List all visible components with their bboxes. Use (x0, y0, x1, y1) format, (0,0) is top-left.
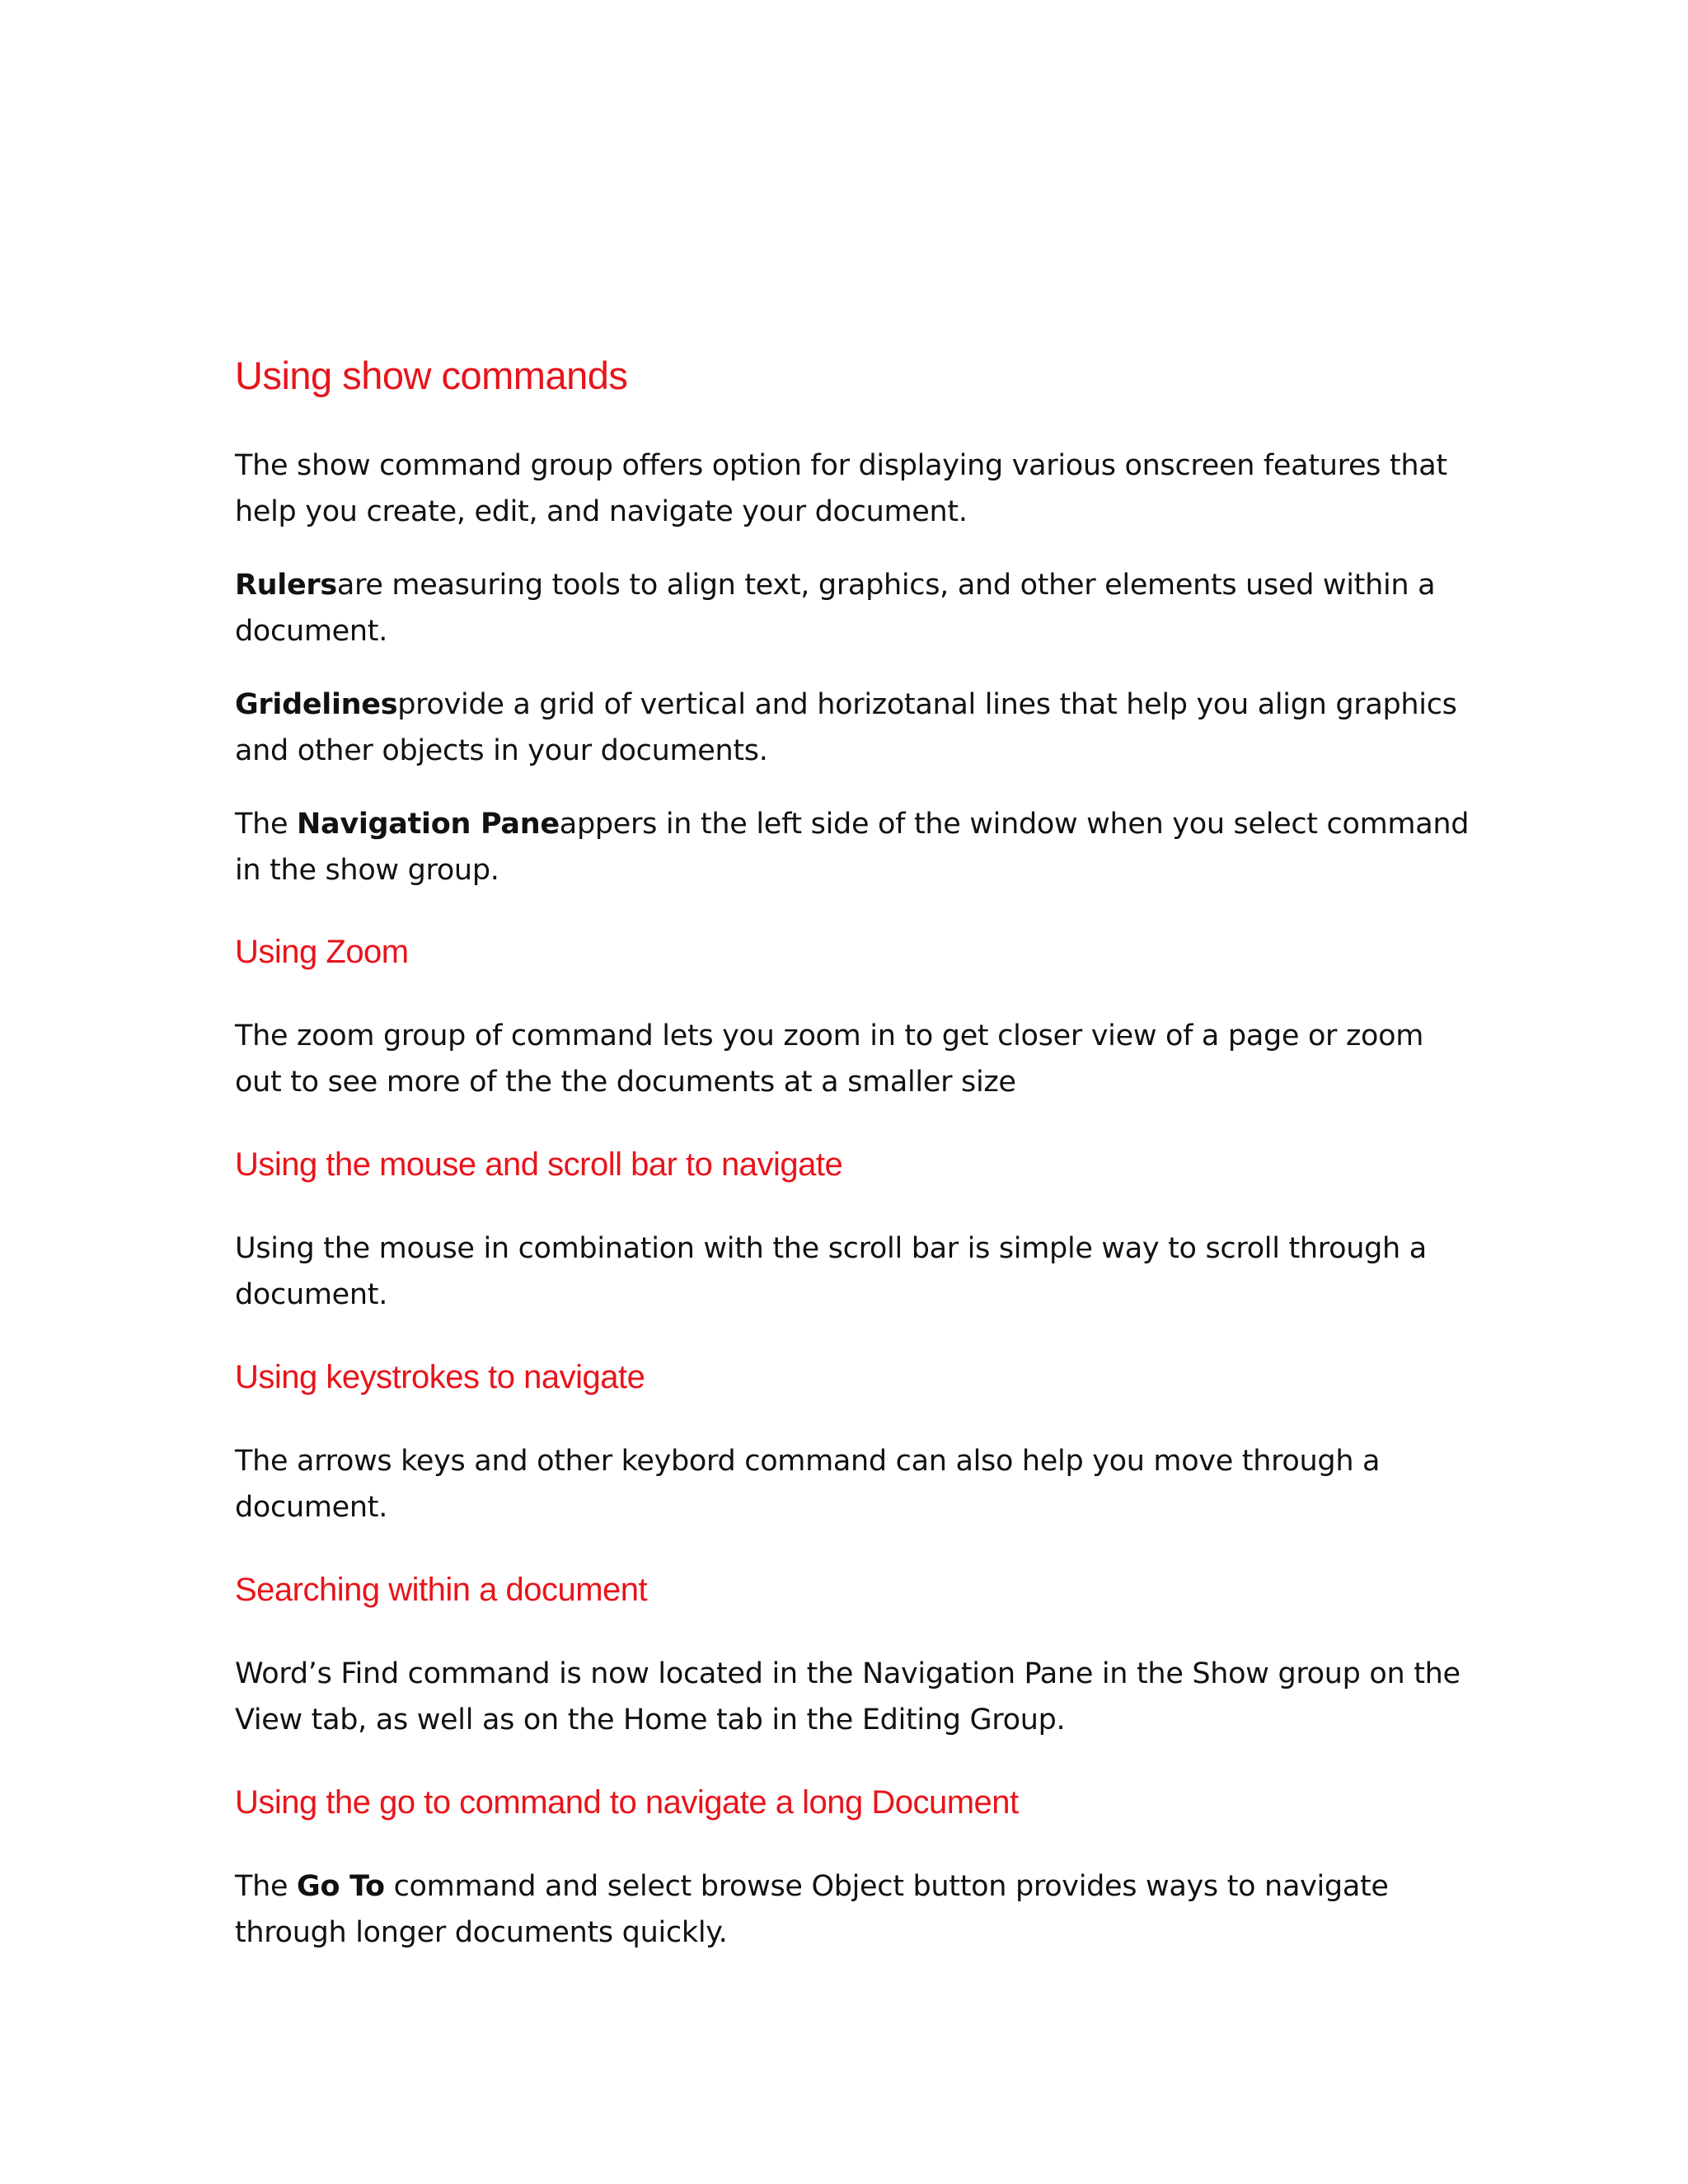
paragraph-navigation-pane (235, 801, 1471, 893)
text-goto: command and select browse Object button provides ways to navigate through longer documents quickly. (235, 1870, 1389, 1949)
paragraph-show-intro: The show command group offers option for displaying various onscreen features that help you create, edit, and navigate your document. (235, 449, 1447, 528)
heading-keystrokes: Using keystrokes to navigate (235, 1359, 645, 1395)
text-rulers: are measuring tools to align text, graphics, and other elements used within a document. (235, 569, 1436, 648)
term-go-to: Go To (297, 1870, 385, 1903)
heading-mouse: Using the mouse and scroll bar to navigate (235, 1146, 843, 1183)
heading-goto: Using the go to command to navigate a long Document (235, 1784, 1019, 1821)
term-rulers: Rulers (235, 569, 337, 602)
heading-show-commands: Using show commands (235, 354, 628, 397)
text-nav-prefix: The (235, 808, 298, 841)
text-gridlines: provide a grid of vertical and horizotanal lines that help you align graphics and other objects in your documents. (235, 688, 1457, 767)
paragraph-zoom: The zoom group of command lets you zoom in to get closer view of a page or zoom out to see more of the the documents at a smaller size (235, 1019, 1424, 1099)
paragraph-goto (235, 1863, 1471, 1956)
paragraph-gridlines (235, 682, 1471, 774)
paragraph-searching: Word’s Find command is now located in the Navigation Pane in the Show group on the View tab, as well as on the Home tab in the Editing Group. (235, 1657, 1461, 1736)
heading-zoom: Using Zoom (235, 934, 409, 970)
text-goto-prefix: The (235, 1870, 298, 1903)
heading-searching: Searching within a document (235, 1572, 648, 1608)
paragraph-mouse: Using the mouse in combination with the scroll bar is simple way to scroll through a document. (235, 1232, 1427, 1311)
term-navigation-pane: Navigation Pane (297, 808, 560, 841)
paragraph-rulers (235, 562, 1471, 654)
term-gridlines: Gridelines (235, 688, 398, 721)
paragraph-keystrokes: The arrows keys and other keybord command can also help you move through a document. (235, 1445, 1381, 1524)
text-nav: appers in the left side of the window when you select command in the show group. (235, 808, 1470, 887)
